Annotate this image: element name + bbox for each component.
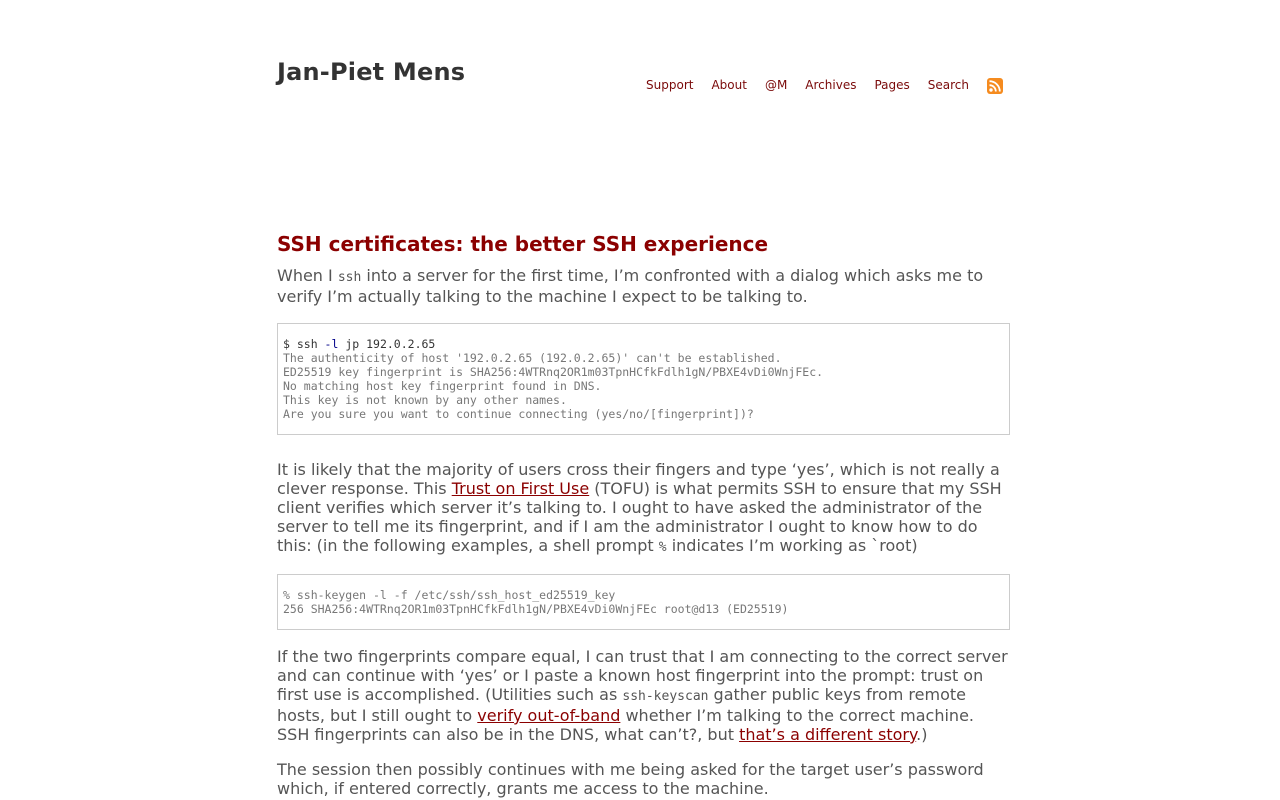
code-line: 256 SHA256:4WTRnq2OR1m03TpnHCfkFdlh1gN/PBXE4vDi0WnjFEc root@d13 (ED25519) — [283, 602, 789, 616]
site-title-link[interactable]: Jan-Piet Mens — [277, 58, 466, 86]
paragraph-tofu — [277, 460, 1010, 557]
code-prompt: $ ssh — [283, 337, 325, 351]
inline-code-prompt: % — [658, 540, 667, 555]
nav-support[interactable]: Support — [646, 78, 694, 92]
nav-search[interactable]: Search — [927, 78, 969, 92]
link-different-story[interactable]: that’s a different story — [739, 725, 917, 744]
nav-at-m[interactable]: @M — [764, 78, 788, 92]
nav-archives[interactable]: Archives — [805, 78, 857, 92]
text-span: It is likely that the majority of users cross their fingers and type ‘yes’, which is not really a clever response. This — [277, 460, 1000, 498]
code-block-ssh-keygen — [277, 574, 1010, 630]
paragraph-session: The session then possibly continues with me being asked for the target user’s password which, if entered correctly, grants me access to the machine. — [277, 760, 984, 798]
code-line: Are you sure you want to continue connecting (yes/no/[fingerprint])? — [283, 407, 754, 421]
code-line: % ssh-keygen -l -f /etc/ssh/ssh_host_ed25519_key — [283, 588, 616, 602]
text-span: whether I’m talking to the correct machine. SSH fingerprints can also be in the DNS, what can’t?, but — [277, 706, 974, 744]
code-flag: -l — [324, 337, 339, 351]
text-span: (TOFU) is what permits SSH to ensure that my SSH client verifies which server it’s talking to. I ought to have asked the administrator of the server to tell me its fingerprint, and if I am the administrator I ought to know how to do this: (in the following examples, a shell prompt — [277, 479, 1002, 555]
main-nav — [646, 76, 1003, 94]
paragraph-intro — [277, 266, 1010, 306]
rss-icon[interactable] — [987, 78, 1003, 94]
code-line: The authenticity of host '192.0.2.65 (192.0.2.65)' can't be established. — [283, 351, 782, 365]
paragraph-fingerprints — [277, 647, 1010, 744]
code-args: jp 192.0.2.65 — [338, 337, 436, 351]
link-trust-on-first-use[interactable]: Trust on First Use — [451, 479, 590, 498]
code-block-ssh-session — [277, 323, 1010, 435]
article — [277, 230, 1010, 798]
nav-about[interactable]: About — [711, 78, 747, 92]
post-title[interactable]: SSH certificates: the better SSH experience — [277, 232, 769, 256]
code-line: ED25519 key fingerprint is SHA256:4WTRnq2OR1m03TpnHCfkFdlh1gN/PBXE4vDi0WnjFEc. — [283, 365, 824, 379]
link-verify-out-of-band[interactable]: verify out-of-band — [477, 706, 621, 725]
text-span: When I — [277, 266, 338, 285]
site-header — [277, 58, 1010, 98]
code-line: This key is not known by any other names. — [283, 393, 567, 407]
inline-code-ssh: ssh — [337, 270, 362, 285]
inline-code-ssh-keyscan: ssh-keyscan — [622, 689, 709, 704]
text-span: gather public keys from remote hosts, but I still ought to — [277, 685, 966, 725]
text-span: If the two fingerprints compare equal, I can trust that I am connecting to the correct server and can continue with ‘yes’ or I paste a known host fingerprint into the prompt: trust on first use is accomplished. (Utilities such as — [277, 647, 1008, 704]
nav-pages[interactable]: Pages — [874, 78, 910, 92]
text-span: indicates I’m working as `root) — [666, 536, 918, 555]
text-span: into a server for the first time, I’m confronted with a dialog which asks me to verify I’m actually talking to the machine I expect to be talking to. — [277, 266, 984, 306]
text-span: .) — [916, 725, 928, 744]
code-line: No matching host key fingerprint found in DNS. — [283, 379, 602, 393]
